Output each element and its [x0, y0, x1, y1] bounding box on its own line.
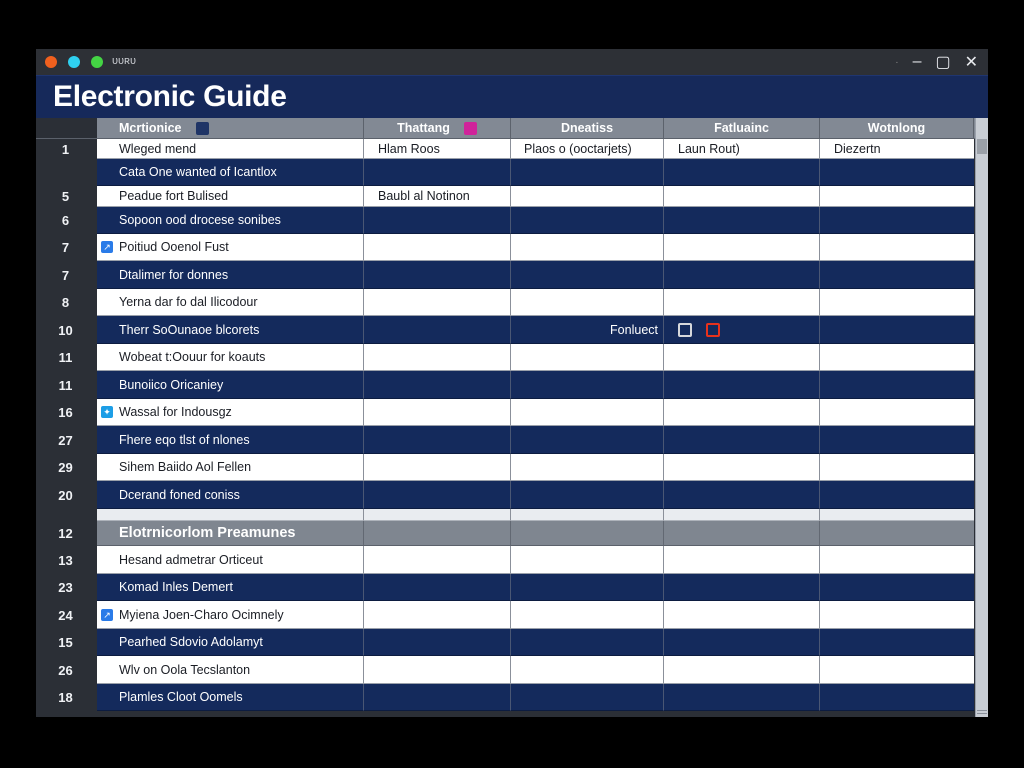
table-cell[interactable]: [820, 574, 974, 601]
table-cell[interactable]: [511, 399, 664, 426]
table-cell[interactable]: [364, 316, 511, 344]
column-header-row: [36, 118, 988, 139]
table-cell[interactable]: [97, 629, 364, 656]
column-header-label: Dneatiss: [560, 121, 614, 135]
cell-text: Cata One wanted of Icantlox: [119, 165, 277, 179]
table-cell: [511, 521, 664, 546]
table-cell: [97, 509, 364, 521]
table-cell[interactable]: [664, 629, 820, 656]
color-swatch-icon[interactable]: [196, 122, 209, 135]
table-cell[interactable]: [511, 684, 664, 711]
row-number: 11: [36, 344, 97, 371]
row-number: 12: [36, 521, 97, 546]
cell-text: Wobeat t:Oouur for koauts: [119, 350, 266, 364]
table-cell[interactable]: [364, 546, 511, 574]
checkbox[interactable]: [706, 323, 720, 337]
table-cell[interactable]: [364, 684, 511, 711]
column-header[interactable]: [97, 118, 364, 138]
table-cell[interactable]: [511, 261, 664, 289]
table-cell[interactable]: [97, 234, 364, 261]
table-cell[interactable]: [97, 601, 364, 629]
table-row[interactable]: [36, 601, 988, 629]
table-cell[interactable]: [820, 316, 974, 344]
section-title: Elotrnicorlom Preamunes: [119, 525, 296, 541]
table-cell[interactable]: [364, 344, 511, 371]
row-number: 7: [36, 261, 97, 289]
table-cell[interactable]: [820, 601, 974, 629]
table-cell[interactable]: [820, 261, 974, 289]
cell-text: Wleged mend: [119, 141, 197, 156]
table-cell[interactable]: [511, 316, 664, 344]
table-cell[interactable]: [364, 656, 511, 684]
table-cell[interactable]: [820, 139, 974, 159]
table-cell[interactable]: [97, 399, 364, 426]
color-swatch-icon[interactable]: [464, 122, 477, 135]
checkbox[interactable]: [678, 323, 692, 337]
table-cell[interactable]: [820, 289, 974, 316]
table-cell[interactable]: [664, 261, 820, 289]
row-number: [36, 159, 97, 186]
table-row[interactable]: [36, 481, 988, 509]
cell-text: Wassal for Indousgz: [119, 405, 232, 419]
table-cell[interactable]: [511, 344, 664, 371]
table-cell[interactable]: [364, 481, 511, 509]
scrollbar-thumb[interactable]: [977, 139, 987, 154]
column-header-label: Fatluainc: [714, 121, 769, 135]
table-cell: [364, 521, 511, 546]
table-cell: [664, 509, 820, 521]
cell-text: Dcerand foned coniss: [119, 487, 240, 502]
table-cell[interactable]: [664, 481, 820, 509]
column-header-label: Thattang: [397, 121, 450, 135]
column-header-label: Mcrtionice: [119, 121, 182, 135]
section-title-cell: [97, 521, 364, 546]
cell-text: Therr SoOunaoe blcorets: [119, 322, 260, 337]
table-cell[interactable]: [364, 186, 511, 207]
column-header[interactable]: [820, 118, 974, 138]
spacer-row: [36, 509, 988, 521]
row-number: 18: [36, 684, 97, 711]
chart-icon: ↗: [101, 609, 113, 621]
table-cell[interactable]: [97, 656, 364, 684]
inline-label: Fonluect: [610, 322, 658, 337]
cell-text: Sihem Baiido Aol Fellen: [119, 460, 252, 474]
table-cell[interactable]: [97, 481, 364, 509]
table-cell[interactable]: [820, 371, 974, 399]
table-cell[interactable]: [820, 344, 974, 371]
table-row[interactable]: [36, 426, 988, 454]
table-cell[interactable]: [511, 574, 664, 601]
zoom-traffic-light-icon[interactable]: [91, 56, 103, 68]
table-cell[interactable]: [511, 481, 664, 509]
table-cell: [511, 509, 664, 521]
app-icon: ✦: [101, 406, 113, 418]
table-cell[interactable]: [511, 371, 664, 399]
row-number-header: [36, 118, 97, 138]
table-cell[interactable]: [664, 601, 820, 629]
table-cell[interactable]: [97, 344, 364, 371]
table-cell[interactable]: [97, 159, 364, 186]
table-row[interactable]: [36, 234, 988, 261]
table-cell[interactable]: [364, 139, 511, 159]
table-cell[interactable]: [511, 234, 664, 261]
row-number: 8: [36, 289, 97, 316]
table-cell[interactable]: [820, 656, 974, 684]
cell-text: Dtalimer for donnes: [119, 267, 229, 282]
table-row[interactable]: [36, 289, 988, 316]
menu-dot-icon[interactable]: ·: [895, 56, 899, 68]
table-cell[interactable]: [820, 207, 974, 234]
table-cell[interactable]: [364, 159, 511, 186]
table-cell[interactable]: [364, 234, 511, 261]
table-cell[interactable]: [364, 371, 511, 399]
table-cell[interactable]: [97, 186, 364, 207]
table-cell[interactable]: [664, 426, 820, 454]
restore-icon[interactable]: ▢: [935, 54, 951, 71]
row-number: 6: [36, 207, 97, 234]
table-row[interactable]: [36, 344, 988, 371]
column-header[interactable]: [664, 118, 820, 138]
table-cell[interactable]: [364, 574, 511, 601]
table-cell: [820, 509, 974, 521]
table-cell[interactable]: [97, 139, 364, 159]
table-cell[interactable]: [664, 316, 820, 344]
table-cell[interactable]: [820, 234, 974, 261]
table-cell[interactable]: [664, 399, 820, 426]
table-cell[interactable]: [364, 289, 511, 316]
row-number: 7: [36, 234, 97, 261]
table-cell[interactable]: [820, 399, 974, 426]
table-cell[interactable]: [820, 684, 974, 711]
table-cell[interactable]: [511, 186, 664, 207]
table-cell[interactable]: [364, 601, 511, 629]
table-cell[interactable]: [364, 399, 511, 426]
table-cell[interactable]: [820, 546, 974, 574]
cell-text: Pearhed Sdovio Adolamyt: [119, 635, 263, 649]
table-cell[interactable]: [664, 546, 820, 574]
cell-text: Diezertn: [834, 141, 881, 156]
table-cell[interactable]: [820, 159, 974, 186]
table-cell[interactable]: [97, 289, 364, 316]
table-cell[interactable]: [511, 159, 664, 186]
table-cell[interactable]: [664, 371, 820, 399]
close-icon[interactable]: ✕: [964, 54, 978, 71]
minimize-icon[interactable]: –: [912, 53, 922, 70]
chart-icon: ↗: [101, 241, 113, 253]
table-cell[interactable]: [664, 684, 820, 711]
row-number: 5: [36, 186, 97, 207]
table-cell[interactable]: [511, 546, 664, 574]
cell-text: Fhere eqo tlst of nlones: [119, 432, 250, 447]
table-cell[interactable]: [364, 426, 511, 454]
table-row[interactable]: [36, 684, 988, 711]
table-cell[interactable]: [511, 426, 664, 454]
title-bar: [36, 49, 988, 75]
row-number: 1: [36, 139, 97, 159]
table-cell[interactable]: [97, 207, 364, 234]
page-header: [36, 75, 988, 118]
table-cell[interactable]: [664, 289, 820, 316]
table-row[interactable]: [36, 656, 988, 684]
table-cell[interactable]: [364, 261, 511, 289]
cell-text: Poitiud Ooenol Fust: [119, 240, 229, 254]
table-cell[interactable]: [664, 574, 820, 601]
page-title: Electronic Guide: [53, 80, 287, 113]
table-cell[interactable]: [511, 139, 664, 159]
table-cell: [364, 509, 511, 521]
cell-text: Yerna dar fo dal Ilicodour: [119, 295, 258, 309]
table-row[interactable]: [36, 186, 988, 207]
row-number: 23: [36, 574, 97, 601]
table-cell[interactable]: [97, 454, 364, 481]
table-row[interactable]: [36, 629, 988, 656]
table-row[interactable]: [36, 159, 988, 186]
cell-text: Bunoiico Oricaniey: [119, 377, 224, 392]
column-header[interactable]: [364, 118, 511, 138]
cell-text: Laun Rout): [678, 141, 740, 156]
table-cell[interactable]: [511, 629, 664, 656]
section-header-row[interactable]: [36, 521, 988, 546]
table-row[interactable]: [36, 546, 988, 574]
table-cell[interactable]: [664, 139, 820, 159]
table-row[interactable]: [36, 454, 988, 481]
table-cell[interactable]: [364, 207, 511, 234]
row-number: 29: [36, 454, 97, 481]
table-cell[interactable]: [97, 371, 364, 399]
scrollbar-grip-icon[interactable]: [977, 710, 987, 714]
table-cell[interactable]: [364, 454, 511, 481]
cell-text: Plamles Cloot Oomels: [119, 690, 243, 704]
row-number: 16: [36, 399, 97, 426]
table-row[interactable]: [36, 207, 988, 234]
cell-text: Sopoon ood drocese sonibes: [119, 213, 281, 227]
cell-text: Peadue fort Bulised: [119, 189, 229, 203]
minimize-traffic-light-icon[interactable]: [68, 56, 80, 68]
close-traffic-light-icon[interactable]: [45, 56, 57, 68]
cell-text: Hesand admetrar Orticeut: [119, 552, 263, 567]
table-cell[interactable]: [820, 426, 974, 454]
table-cell[interactable]: [97, 574, 364, 601]
cell-text: Plaos o (ooctarjets): [524, 141, 632, 156]
table-cell[interactable]: [664, 454, 820, 481]
row-number: 10: [36, 316, 97, 344]
table-cell[interactable]: [511, 207, 664, 234]
table-cell[interactable]: [511, 289, 664, 316]
row-number: 15: [36, 629, 97, 656]
column-header-label: Wotnlong: [867, 121, 926, 135]
row-number: [36, 509, 97, 521]
table-cell[interactable]: [820, 481, 974, 509]
row-number: 26: [36, 656, 97, 684]
row-number: 24: [36, 601, 97, 629]
table-row[interactable]: [36, 371, 988, 399]
table-cell[interactable]: [664, 234, 820, 261]
table-cell[interactable]: [511, 454, 664, 481]
table-cell[interactable]: [664, 656, 820, 684]
cell-text: Wlv on Oola Tecslanton: [119, 662, 251, 677]
table-cell[interactable]: [97, 261, 364, 289]
table-cell[interactable]: [664, 186, 820, 207]
row-number: 11: [36, 371, 97, 399]
table-cell[interactable]: [664, 207, 820, 234]
column-header[interactable]: [511, 118, 664, 138]
cell-text: Komad Inles Demert: [119, 580, 233, 594]
window-controls: [895, 52, 978, 72]
table-cell[interactable]: [97, 316, 364, 344]
table-cell[interactable]: [511, 601, 664, 629]
table-cell[interactable]: [364, 629, 511, 656]
table-cell[interactable]: [664, 159, 820, 186]
vertical-scrollbar[interactable]: [975, 118, 988, 717]
app-name: ᴜᴜʀᴜ: [112, 55, 137, 67]
cell-text: Myiena Joen-Charo Ocimnely: [119, 607, 284, 622]
cell-text: Hlam Roos: [378, 141, 440, 156]
table-row[interactable]: [36, 574, 988, 601]
table-cell[interactable]: [97, 426, 364, 454]
table-cell: [820, 521, 974, 546]
row-number: 20: [36, 481, 97, 509]
table-cell: [664, 521, 820, 546]
table-row[interactable]: [36, 261, 988, 289]
table-cell[interactable]: [511, 656, 664, 684]
table-row[interactable]: [36, 399, 988, 426]
row-number: 27: [36, 426, 97, 454]
table-cell[interactable]: [820, 186, 974, 207]
table-row[interactable]: [36, 139, 988, 159]
table-cell[interactable]: [97, 684, 364, 711]
table-cell[interactable]: [820, 629, 974, 656]
table-cell[interactable]: [664, 344, 820, 371]
table-cell[interactable]: [97, 546, 364, 574]
table-cell[interactable]: [820, 454, 974, 481]
cell-text: Baubl al Notinon: [378, 189, 470, 203]
row-number: 13: [36, 546, 97, 574]
table-row[interactable]: [36, 316, 988, 344]
app-window: [36, 49, 988, 717]
